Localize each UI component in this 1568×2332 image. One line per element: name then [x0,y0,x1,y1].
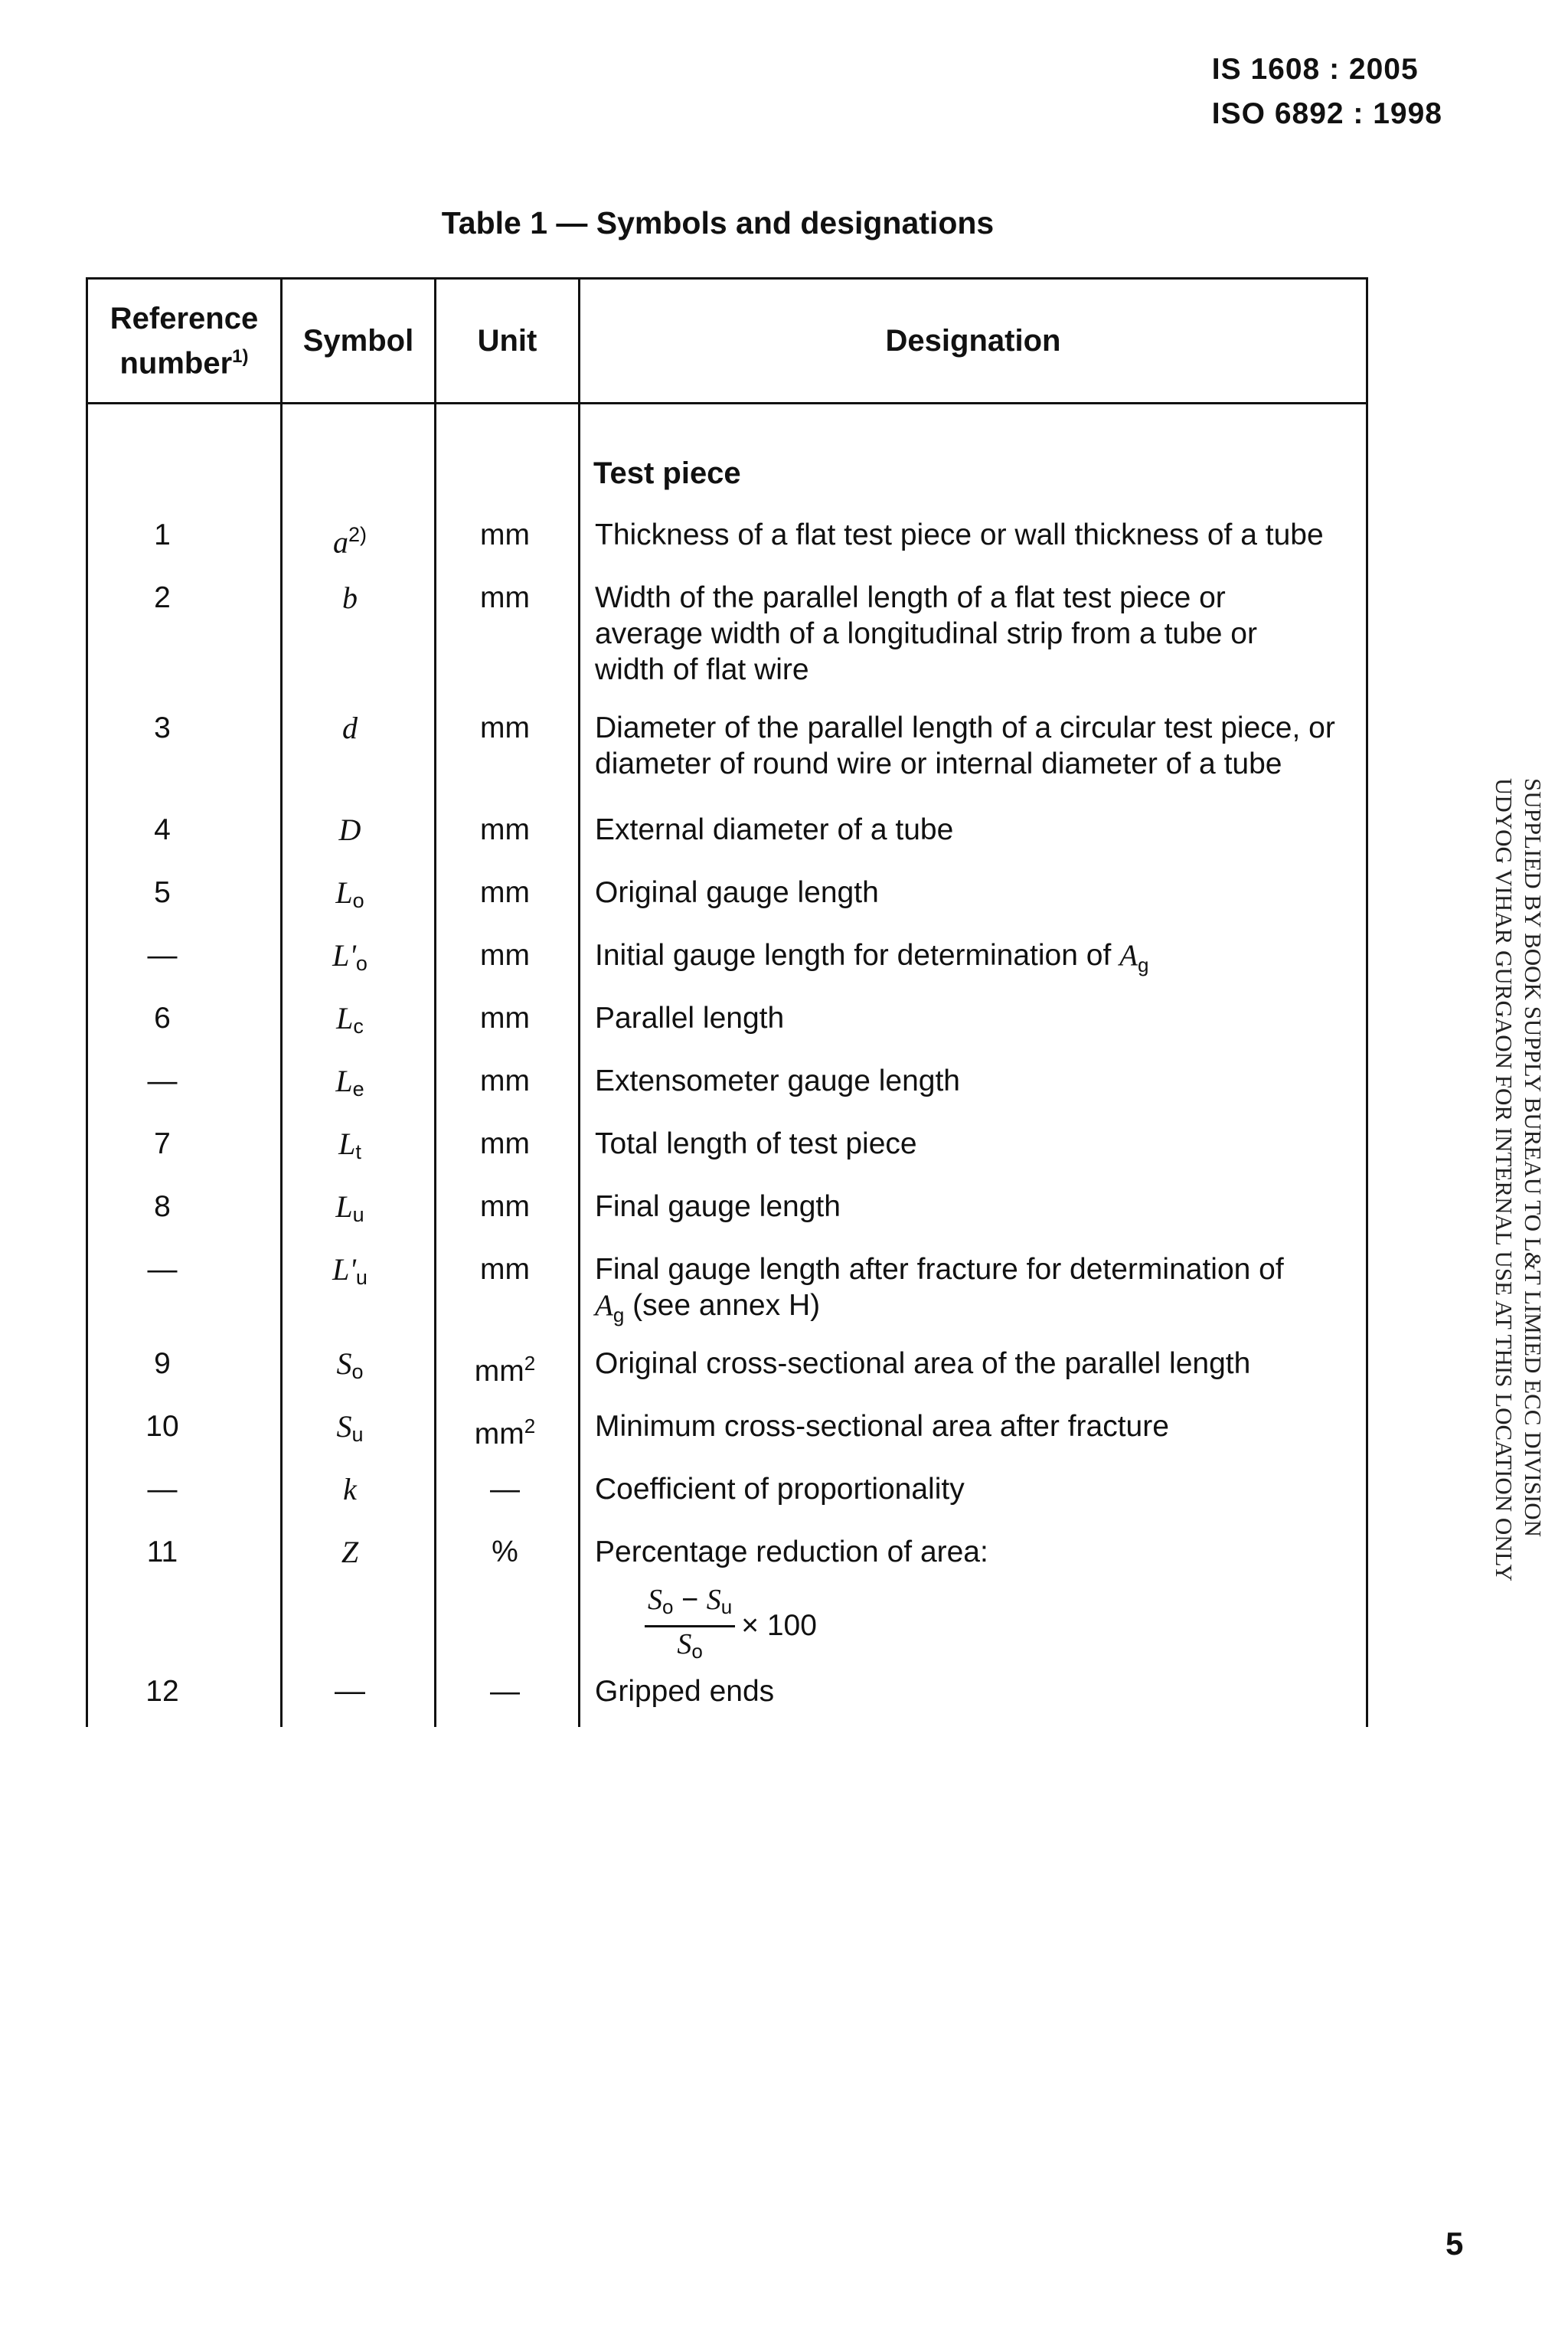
ref-cell: 1 [154,518,171,551]
symbols-table [86,277,1368,1727]
symbol-cell: $L_o$ [335,875,364,912]
header-unit: Unit [477,324,537,358]
ref-cell: — [147,939,178,972]
header-divider [86,402,1368,404]
formula-numerator: $S_o - S_u$ [645,1583,735,1627]
symbol-cell: k [343,1472,357,1506]
designation-cell: Original gauge length [595,876,879,909]
ref-cell: 2 [154,581,171,614]
ref-cell: — [147,1253,178,1286]
ref-cell: 9 [154,1347,171,1380]
header-reference-number: Reference number$^{1)}$ [109,301,259,381]
unit-cell: mm [480,1190,530,1223]
designation-cell: Diameter of the parallel length of a circular test piece, or diameter of round wire or internal diameter of a tube [595,711,1335,780]
designation-cell: Width of the parallel length of a flat test piece or average width of a longitudinal strip from a tube or width of flat wire [595,581,1257,686]
symbol-cell: $L_e$ [335,1064,364,1101]
designation-cell: Percentage reduction of area: [595,1536,988,1568]
ref-cell: 4 [154,813,171,846]
unit-cell: — [490,1675,520,1708]
designation-cell: Initial gauge length for determination of $A_g$ [595,939,1149,976]
ref-cell: 11 [146,1536,178,1568]
standard-number-is: IS 1608 : 2005 [1211,53,1419,86]
header-symbol: Symbol [302,324,414,358]
symbol-cell: b [342,581,358,615]
symbol-cell: D [338,813,361,847]
supplier-notice-line1: SUPPLIED BY BOOK SUPPLY BUREAU TO L&T LIMIED ECC DIVISION [1520,778,1547,1537]
ref-cell: 7 [154,1127,171,1160]
designation-cell: Extensometer gauge length [595,1065,960,1097]
standard-number-iso: ISO 6892 : 1998 [1211,97,1442,130]
table-border-right [1366,277,1368,1727]
designation-cell: Coefficient of proportionality [595,1473,965,1506]
symbol-cell: Z [341,1535,359,1569]
table-title: Table 1 — Symbols and designations [441,205,995,240]
header-designation: Designation [885,324,1061,358]
standard-number [1212,47,1442,136]
designation-cell: Total length of test piece [595,1127,917,1160]
unit-cell: mm [480,581,530,614]
ref-cell: 10 [145,1410,179,1443]
symbol-cell: — [335,1674,365,1708]
unit-cell: mm [480,711,530,744]
formula-denominator: $S_o$ [677,1628,703,1663]
unit-cell: mm [480,518,530,551]
page-number: 5 [1446,2226,1464,2262]
designation-cell: External diameter of a tube [595,813,954,846]
ref-cell: 5 [154,876,171,909]
supplier-notice-line2: UDYOG VIHAR GURGAON FOR INTERNAL USE AT THIS LOCATION ONLY [1491,778,1517,1581]
ref-cell: — [147,1065,178,1097]
column-divider [280,277,283,1727]
symbol-cell: d [342,711,358,745]
ref-cell: 3 [154,711,171,744]
ref-cell: 6 [154,1002,171,1035]
unit-cell: $mm^2$ [474,1415,536,1451]
ref-cell: 12 [145,1675,179,1708]
symbol-cell: $S_u$ [336,1409,364,1446]
designation-cell: Final gauge length after fracture for determination of $A_g$ (see annex H) [595,1253,1284,1326]
unit-cell: $mm^2$ [474,1352,536,1388]
reduction-of-area-formula [645,1583,817,1668]
formula-fraction [645,1583,735,1668]
unit-cell: mm [480,1002,530,1035]
ref-cell: 8 [154,1190,171,1223]
symbol-cell: $L'_u$ [332,1252,368,1289]
unit-cell: mm [480,876,530,909]
unit-cell: mm [480,813,530,846]
unit-cell: mm [480,1127,530,1160]
designation-cell: Minimum cross-sectional area after fracture [595,1410,1169,1443]
formula-multiplier: × 100 [741,1608,817,1642]
section-heading: Test piece [593,456,741,490]
symbol-cell: $L_c$ [336,1001,364,1038]
designation-cell: Thickness of a flat test piece or wall thickness of a tube [595,518,1324,551]
symbol-cell: $L'_o$ [332,938,368,975]
designation-cell: Final gauge length [595,1190,841,1223]
designation-cell: Parallel length [595,1002,785,1035]
designation-cell: Gripped ends [595,1675,775,1708]
unit-cell: mm [480,1253,530,1286]
symbol-cell: $a^{2)}$ [332,523,367,560]
unit-cell: mm [480,1065,530,1097]
ref-cell: — [147,1473,178,1506]
symbol-cell: $L_t$ [338,1127,361,1163]
symbol-cell: $S_o$ [336,1346,364,1383]
designation-cell: Original cross-sectional area of the parallel length [595,1347,1251,1380]
symbol-cell: $L_u$ [335,1189,364,1226]
supplier-notice [1489,778,1547,1621]
unit-cell: — [490,1473,520,1506]
unit-cell: mm [480,939,530,972]
column-divider [578,277,580,1727]
unit-cell: % [492,1536,518,1568]
